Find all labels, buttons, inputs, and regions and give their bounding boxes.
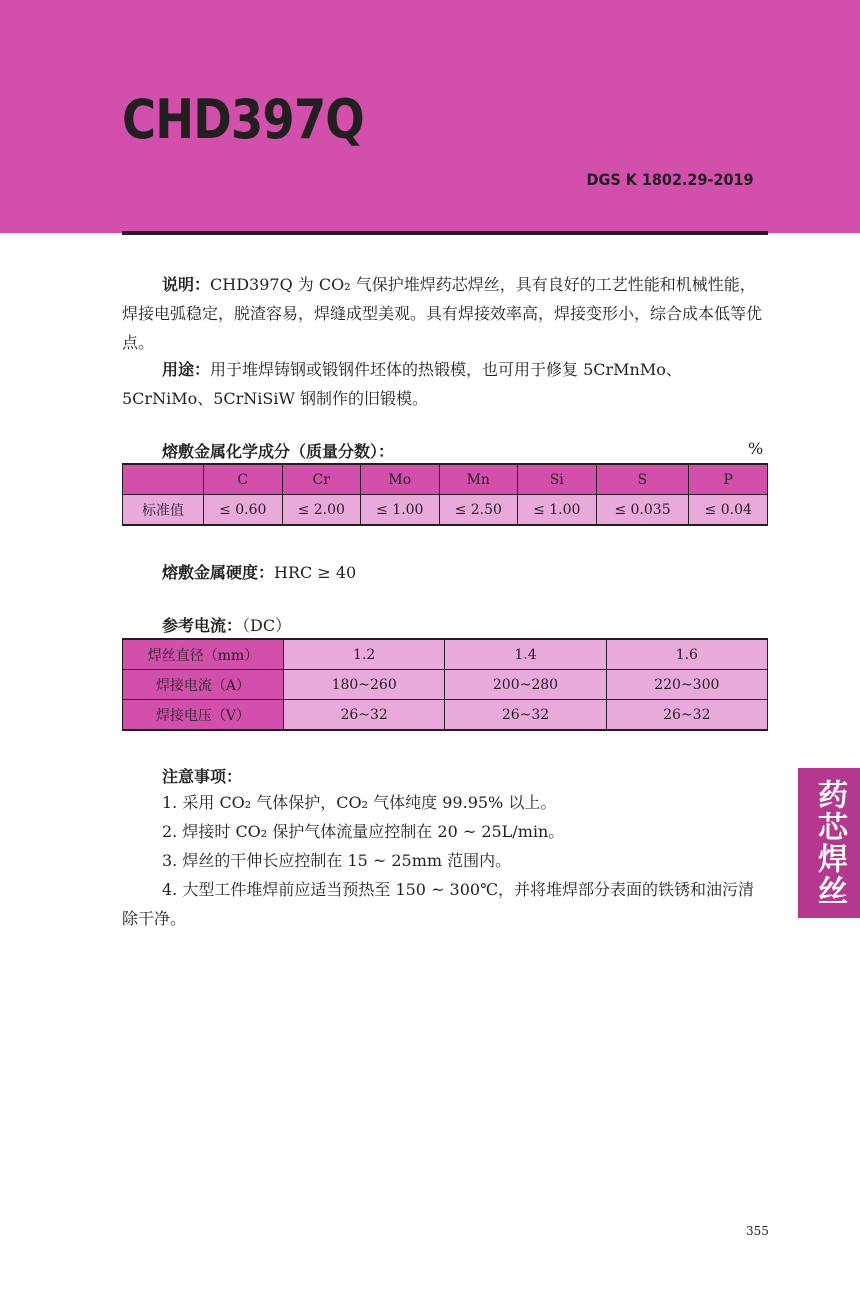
note-text: 1. 采用 CO₂ 气体保护，CO₂ 气体纯度 99.95% 以上。 <box>162 793 557 812</box>
current-row-label: 焊接电流（A） <box>123 670 284 700</box>
current-cell: 180~260 <box>284 670 445 700</box>
chem-value-cell: ≤ 0.60 <box>204 495 283 526</box>
usage-label: 用途： <box>162 360 211 379</box>
chem-row-label: 标准值 <box>123 495 204 526</box>
current-cell: 26~32 <box>606 700 767 731</box>
current-row <box>123 670 768 700</box>
header-band <box>0 0 860 233</box>
note-item <box>122 846 768 875</box>
note-text: 2. 焊接时 CO₂ 保护气体流量应控制在 20 ~ 25L/min。 <box>162 822 565 841</box>
chem-header-cell: Mo <box>361 464 440 495</box>
note-text: 3. 焊丝的干伸长应控制在 15 ~ 25mm 范围内。 <box>162 851 512 870</box>
current-cell: 26~32 <box>445 700 606 731</box>
note-item <box>122 875 768 933</box>
notes-list <box>122 788 768 933</box>
current-table <box>122 638 768 731</box>
description-paragraph <box>122 270 768 357</box>
side-tab-label: 药芯焊丝 <box>812 779 847 907</box>
chem-header-cell: Mn <box>439 464 518 495</box>
note-text: 4. 大型工件堆焊前应适当预热至 150 ~ 300℃，并将堆焊部分表面的铁锈和油污清除干净。 <box>122 880 754 928</box>
chem-unit: % <box>748 439 764 458</box>
current-value: （DC） <box>242 616 292 635</box>
chem-header-row <box>123 464 768 495</box>
usage-text: 用于堆焊铸钢或锻钢件坯体的热锻模，也可用于修复 5CrMnMo、5CrNiMo、5CrNiSiW 钢制作的旧锻模。 <box>122 360 682 408</box>
description-text: CHD397Q 为 CO₂ 气保护堆焊药芯焊丝，具有良好的工艺性能和机械性能，焊接电弧稳定，脱渣容易，焊缝成型美观。具有焊接效率高，焊接变形小，综合成本低等优点。 <box>122 275 763 352</box>
current-cell: 200~280 <box>445 670 606 700</box>
current-cell: 220~300 <box>606 670 767 700</box>
standard-code: DGS K 1802.29-2019 <box>587 170 754 189</box>
chem-header-blank <box>123 464 204 495</box>
chem-table <box>122 463 768 526</box>
chem-value-cell: ≤ 2.50 <box>439 495 518 526</box>
chem-header-cell: P <box>689 464 768 495</box>
chem-value-cell: ≤ 0.04 <box>689 495 768 526</box>
current-cell: 26~32 <box>284 700 445 731</box>
page-number: 355 <box>746 1224 769 1238</box>
chem-value-cell: ≤ 2.00 <box>282 495 361 526</box>
current-label: 参考电流： <box>162 616 243 635</box>
description-label: 说明： <box>162 275 211 294</box>
chem-title: 熔敷金属化学成分（质量分数）： <box>162 442 395 461</box>
chem-value-row <box>123 495 768 526</box>
chem-header-cell: C <box>204 464 283 495</box>
section-side-tab <box>798 768 860 918</box>
current-row <box>123 639 768 670</box>
current-row-label: 焊丝直径（mm） <box>123 639 284 670</box>
product-title: CHD397Q <box>122 88 364 151</box>
current-cell: 1.6 <box>606 639 767 670</box>
usage-paragraph <box>122 355 768 413</box>
chem-value-cell: ≤ 1.00 <box>518 495 597 526</box>
current-row-label: 焊接电压（V） <box>123 700 284 731</box>
chem-value-cell: ≤ 1.00 <box>361 495 440 526</box>
current-line <box>162 613 291 636</box>
hardness-label: 熔敷金属硬度： <box>162 563 275 582</box>
hardness-line <box>162 560 356 583</box>
current-cell: 1.4 <box>445 639 606 670</box>
notes-title: 注意事项： <box>162 767 243 786</box>
chem-header-cell: Si <box>518 464 597 495</box>
note-item <box>122 788 768 817</box>
header-rule <box>122 231 768 235</box>
hardness-value: HRC ≥ 40 <box>274 563 357 582</box>
note-item <box>122 817 768 846</box>
current-cell: 1.2 <box>284 639 445 670</box>
chem-header-cell: S <box>596 464 689 495</box>
current-row <box>123 700 768 731</box>
chem-header-cell: Cr <box>282 464 361 495</box>
chem-value-cell: ≤ 0.035 <box>596 495 689 526</box>
